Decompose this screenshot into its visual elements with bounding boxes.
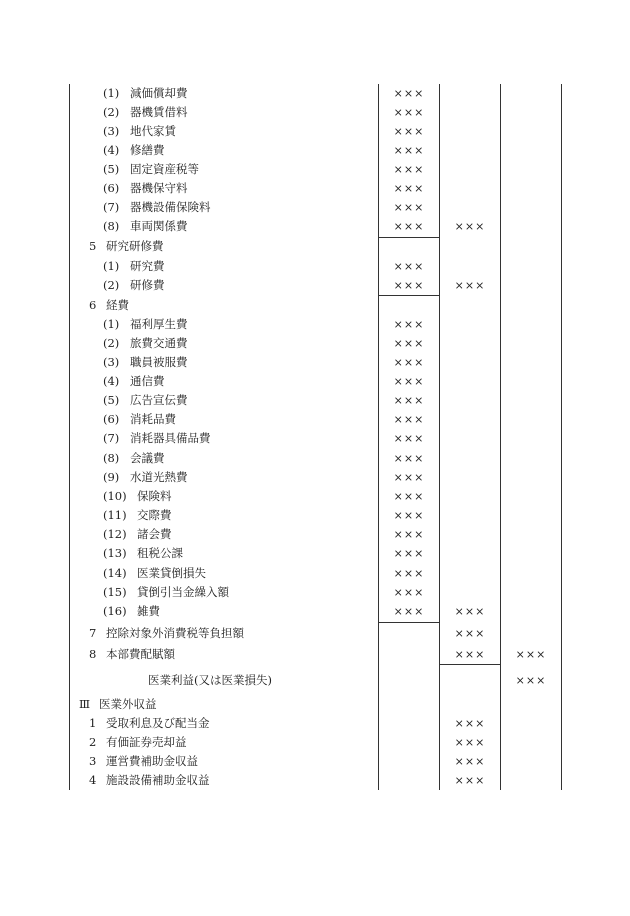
- item-number: (16): [103, 604, 127, 618]
- table-row: [0, 103, 630, 122]
- amount-cell: ×××: [393, 432, 425, 445]
- table-row: [0, 583, 630, 602]
- amount-cell: ×××: [515, 674, 547, 687]
- amount-cell: ×××: [393, 144, 425, 157]
- item-number: (1): [103, 86, 120, 100]
- item-label: 地代家賃: [130, 124, 176, 138]
- amount-cell: ×××: [393, 528, 425, 541]
- amount-cell: ×××: [454, 648, 486, 661]
- table-row: [0, 564, 630, 583]
- item-number: (1): [103, 259, 120, 273]
- amount-cell: ×××: [393, 605, 425, 618]
- section-label: 施設設備補助金収益: [106, 773, 210, 787]
- table-row: [0, 122, 630, 141]
- total-label: 医業利益(又は医業損失): [148, 673, 272, 687]
- amount-cell: ×××: [393, 260, 425, 273]
- section-number: 2: [89, 735, 97, 749]
- item-label: 消耗品費: [130, 412, 176, 426]
- table-row: [0, 198, 630, 217]
- item-number: (6): [103, 181, 120, 195]
- item-number: (4): [103, 143, 120, 157]
- item-number: (8): [103, 219, 120, 233]
- table-row: [0, 315, 630, 334]
- table-row: [0, 714, 630, 733]
- table-row: [0, 544, 630, 563]
- item-label: 車両関係費: [130, 219, 188, 233]
- amount-cell: ×××: [454, 279, 486, 292]
- item-label: 固定資産税等: [130, 162, 199, 176]
- amount-cell: ×××: [393, 394, 425, 407]
- table-row: [0, 671, 630, 690]
- amount-cell: ×××: [393, 586, 425, 599]
- item-label: 水道光熱費: [130, 470, 188, 484]
- section-number: 4: [89, 773, 97, 787]
- table-row: [0, 468, 630, 487]
- amount-cell: ×××: [393, 509, 425, 522]
- table-row: [0, 410, 630, 429]
- item-number: (5): [103, 162, 120, 176]
- item-number: (4): [103, 374, 120, 388]
- table-row: [0, 624, 630, 643]
- subtotal-rule: [378, 622, 439, 623]
- item-number: (7): [103, 431, 120, 445]
- table-row: [0, 645, 630, 664]
- section-label: 有価証券売却益: [106, 735, 187, 749]
- item-number: (2): [103, 278, 120, 292]
- section-label: 控除対象外消費税等負担額: [106, 626, 244, 640]
- amount-cell: ×××: [393, 490, 425, 503]
- amount-cell: ×××: [393, 106, 425, 119]
- item-label: 医業貸倒損失: [137, 566, 206, 580]
- table-row: [0, 334, 630, 353]
- item-label: 減価償却費: [130, 86, 188, 100]
- category-label: 医業外収益: [99, 697, 157, 711]
- amount-cell: ×××: [393, 182, 425, 195]
- item-label: 修繕費: [130, 143, 165, 157]
- amount-cell: ×××: [454, 736, 486, 749]
- section-label: 研究研修費: [106, 239, 164, 253]
- item-label: 通信費: [130, 374, 165, 388]
- amount-cell: ×××: [393, 220, 425, 233]
- section-number: 5: [89, 239, 97, 253]
- amount-cell: ×××: [393, 163, 425, 176]
- table-row: [0, 179, 630, 198]
- amount-cell: ×××: [454, 220, 486, 233]
- table-row: [0, 160, 630, 179]
- section-number: 6: [89, 298, 97, 312]
- table-row: [0, 141, 630, 160]
- item-label: 器機賃借料: [130, 105, 188, 119]
- table-row: [0, 353, 630, 372]
- table-row: [0, 391, 630, 410]
- item-number: (2): [103, 336, 120, 350]
- table-row: [0, 449, 630, 468]
- amount-cell: ×××: [454, 717, 486, 730]
- item-number: (3): [103, 355, 120, 369]
- item-label: 器機保守料: [130, 181, 188, 195]
- table-row: [0, 276, 630, 295]
- item-label: 研究費: [130, 259, 165, 273]
- table-row: [0, 429, 630, 448]
- item-number: (3): [103, 124, 120, 138]
- amount-cell: ×××: [393, 87, 425, 100]
- item-number: (13): [103, 546, 127, 560]
- amount-cell: ×××: [393, 452, 425, 465]
- amount-cell: ×××: [393, 471, 425, 484]
- amount-cell: ×××: [393, 547, 425, 560]
- item-label: 交際費: [137, 508, 172, 522]
- item-number: (8): [103, 451, 120, 465]
- item-label: 広告宣伝費: [130, 393, 188, 407]
- amount-cell: ×××: [393, 356, 425, 369]
- item-label: 雑費: [137, 604, 160, 618]
- item-label: 消耗器具備品費: [130, 431, 211, 445]
- item-label: 福利厚生費: [130, 317, 188, 331]
- item-label: 諸会費: [137, 527, 172, 541]
- amount-cell: ×××: [393, 318, 425, 331]
- subtotal-rule: [439, 664, 500, 665]
- item-number: (5): [103, 393, 120, 407]
- table-row: [0, 217, 630, 236]
- item-number: (11): [103, 508, 127, 522]
- item-number: (7): [103, 200, 120, 214]
- table-row: [0, 771, 630, 790]
- section-label: 経費: [106, 298, 129, 312]
- item-number: (15): [103, 585, 127, 599]
- table-row: [0, 296, 630, 315]
- section-number: 8: [89, 647, 97, 661]
- amount-cell: ×××: [393, 413, 425, 426]
- item-number: (10): [103, 489, 127, 503]
- section-label: 受取利息及び配当金: [106, 716, 210, 730]
- section-label: 本部費配賦額: [106, 647, 175, 661]
- item-label: 職員被服費: [130, 355, 188, 369]
- item-number: (6): [103, 412, 120, 426]
- table-row: [0, 525, 630, 544]
- amount-cell: ×××: [515, 648, 547, 661]
- amount-cell: ×××: [393, 337, 425, 350]
- amount-cell: ×××: [393, 567, 425, 580]
- table-row: [0, 695, 630, 714]
- item-number: (9): [103, 470, 120, 484]
- item-label: 旅費交通費: [130, 336, 188, 350]
- item-label: 会議費: [130, 451, 165, 465]
- amount-cell: ×××: [454, 755, 486, 768]
- amount-cell: ×××: [454, 774, 486, 787]
- category-number: Ⅲ: [79, 697, 91, 711]
- item-label: 器機設備保険料: [130, 200, 211, 214]
- amount-cell: ×××: [393, 201, 425, 214]
- section-number: 7: [89, 626, 97, 640]
- table-row: [0, 487, 630, 506]
- table-row: [0, 84, 630, 103]
- amount-cell: ×××: [393, 279, 425, 292]
- table-row: [0, 237, 630, 256]
- table-row: [0, 752, 630, 771]
- table-row: [0, 733, 630, 752]
- item-number: (1): [103, 317, 120, 331]
- table-row: [0, 372, 630, 391]
- amount-cell: ×××: [454, 627, 486, 640]
- item-number: (2): [103, 105, 120, 119]
- table-row: [0, 257, 630, 276]
- table-row: [0, 506, 630, 525]
- item-number: (12): [103, 527, 127, 541]
- item-label: 貸倒引当金繰入額: [137, 585, 229, 599]
- amount-cell: ×××: [454, 605, 486, 618]
- amount-cell: ×××: [393, 125, 425, 138]
- table-row: [0, 602, 630, 621]
- section-label: 運営費補助金収益: [106, 754, 198, 768]
- item-label: 研修費: [130, 278, 165, 292]
- item-label: 保険料: [137, 489, 172, 503]
- item-number: (14): [103, 566, 127, 580]
- item-label: 租税公課: [137, 546, 183, 560]
- amount-cell: ×××: [393, 375, 425, 388]
- section-number: 3: [89, 754, 97, 768]
- section-number: 1: [89, 716, 97, 730]
